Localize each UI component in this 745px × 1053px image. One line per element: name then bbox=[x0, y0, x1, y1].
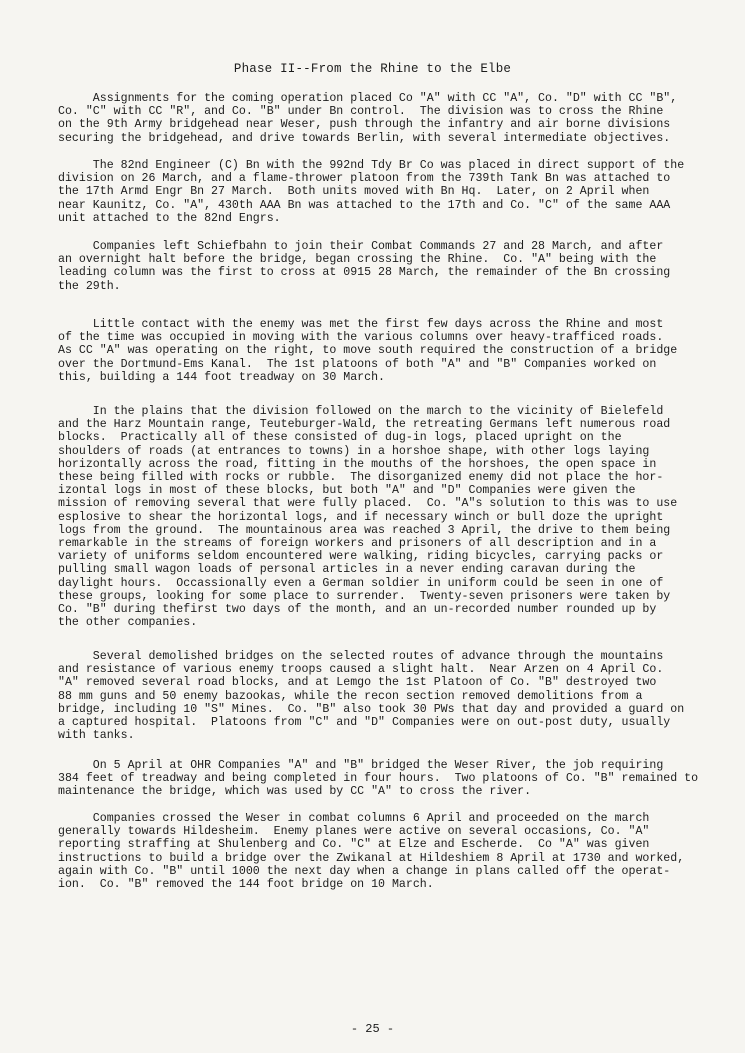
paragraph-plains: In the plains that the division followed on the march to the vicinity of Bielefeld and the Harz Mountain range, Teuteburger-Wald, the retreating Germans left numerous road blocks. Practically all of these consisted of dug-in logs, placed upright on the shoulders of roads (at entrances to towns) in a horshoe shape, with other logs laying horizontally across the road, fitting in the mouths of the horshoes, the open space in these being filled with rocks or rubble. The disorganized enemy did not place the hor- izontal logs in most of these blocks, but both "A" and "D" Companies were given the mission of removing several that were fully placed. Co. "A"s solution to this was to use esplosive to shear the horizontal logs, and if necessary winch or bull doze the upright logs from the ground. The mountainous area was reached 3 April, the drive to them being remarkable in the streams of foreign workers and prisoners of all description and in a variety of uniforms seldom encountered were walking, riding bicycles, carrying packs or pulling small wagon loads of personal articles in a never ending caravan during the daylight hours. Occassionally even a German soldier in uniform could be seen in one of these groups, looking for some place to surrender. Twenty-seven prisoners were taken by Co. "B" during thefirst two days of the month, and an un-recorded number rounded up by the other companies. bbox=[58, 405, 678, 630]
document-title: Phase II--From the Rhine to the Elbe bbox=[233, 62, 512, 76]
paragraph-hildesheim: Companies crossed the Weser in combat columns 6 April and proceeded on the march generally towards Hildesheim. Enemy planes were active on several occasions, Co. "A" reporting straffing at Shulenberg and Co. "C" at Elze and Escherde. Co "A" was given instructions to build a bridge over the Zwikanal at Hildeshiem 8 April at 1730 and worked, again with Co. "B" until 1000 the next day when a change in plans called off the operat- ion. Co. "B" removed the 144 foot bridge on 10 March. bbox=[58, 812, 685, 892]
paragraph-assignments: Assignments for the coming operation placed Co "A" with CC "A", Co. "D" with CC "B", Co. "C" with CC "R", and Co. "B" under Bn control. The division was to cross the Rhine on the 9th Army bridgehead near Weser, push through the infantry and air borne divisions securing the bridgehead, and drive towards Berlin, with several intermediate objectives. bbox=[58, 92, 678, 145]
paragraph-weser-river: On 5 April at OHR Companies "A" and "B" bridged the Weser River, the job requiring 384 feet of treadway and being completed in four hours. Two platoons of Co. "B" remained to maintenance the bridge, which was used by CC "A" to cross the river. bbox=[58, 759, 699, 799]
paragraph-82nd-engineer: The 82nd Engineer (C) Bn with the 992nd Tdy Br Co was placed in direct support of the division on 26 March, and a flame-thrower platoon from the 739th Tank Bn was attached to the 17th Armd Engr Bn 27 March. Both units moved with Bn Hq. Later, on 2 April when near Kaunitz, Co. "A", 430th AAA Bn was attached to the 17th and Co. "C" of the same AAA unit attached to the 82nd Engrs. bbox=[58, 159, 685, 225]
paragraph-crossing: Companies left Schiefbahn to join their Combat Commands 27 and 28 March, and after an overnight halt before the bridge, began crossing the Rhine. Co. "A" being with the leading column was the first to cross at 0915 28 March, the remainder of the Bn crossing the 29th. bbox=[58, 240, 671, 293]
page-number: - 25 - bbox=[350, 1022, 395, 1036]
paragraph-demolished: Several demolished bridges on the selected routes of advance through the mountains and resistance of various enemy troops caused a slight halt. Near Arzen on 4 April Co. "A" removed several road blocks, and at Lemgo the 1st Platoon of Co. "B" destroyed two 88 mm guns and 50 enemy bazookas, while the recon section removed demolitions from a bridge, including 10 "S" Mines. Co. "B" also took 30 PWs that day and provided a guard on a captured hospital. Platoons from "C" and "D" Companies were on out-post duty, usually with tanks. bbox=[58, 650, 685, 743]
paragraph-little-contact: Little contact with the enemy was met the first few days across the Rhine and most of the time was occupied in moving with the various columns over heavy-trafficed roads. As CC "A" was operating on the right, to move south required the construction of a bridge over the Dortmund-Ems Kanal. The 1st platoons of both "A" and "B" Companies worked on this, building a 144 foot treadway on 30 March. bbox=[58, 318, 678, 384]
